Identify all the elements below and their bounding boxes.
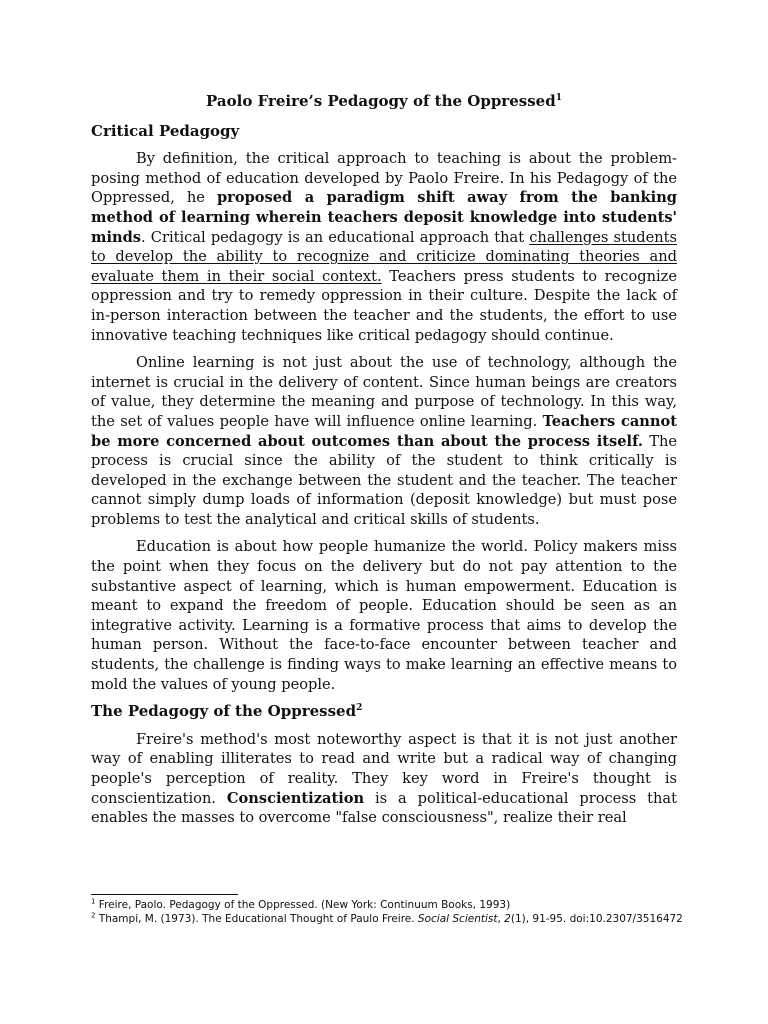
footnote-ref-2[interactable]: 2 <box>356 703 363 714</box>
document-title <box>91 92 677 112</box>
footnote-number: 2 <box>91 911 96 920</box>
underlined-emphasis: challenges students to develop the ability to recognize and criticize dominating theories and evaluate them in their social context. <box>91 228 677 285</box>
footnote-volume: 2 <box>504 913 511 925</box>
paragraph-4 <box>91 730 677 828</box>
footnote-text: Thampi, M. (1973). The Educational Thought of Paulo Freire. <box>95 913 418 925</box>
footnote-divider <box>91 894 238 895</box>
section-heading-critical-pedagogy: Critical Pedagogy <box>91 121 240 140</box>
title-text: Paolo Freire’s Pedagogy of the Oppressed <box>206 92 556 110</box>
bold-emphasis: Conscientization <box>226 789 365 807</box>
footnote-separator: , <box>497 913 505 925</box>
paragraph-text: Freire's method's most noteworthy aspect is that it is not just another way of enabling illiterates to read and write but a radical way of changing people's perception of reality. They key word in Freire's thought is conscientization. <box>91 730 677 807</box>
footnote-ref-1[interactable]: 1 <box>555 93 562 103</box>
document-page <box>91 88 677 836</box>
paragraph-1 <box>91 149 677 345</box>
paragraph-text: By definition, the critical approach to teaching is about the problem-posing method of education developed by Paolo Freire. In his Pedagogy of the Oppressed, he <box>91 150 677 207</box>
paragraph-text: is a political-educational process that enables the masses to overcome "false consciousness", realize their real <box>91 789 677 827</box>
paragraph-3: Education is about how people humanize the world. Policy makers miss the point when they focus on the delivery but do not pay attention to the substantive aspect of learning, which is human empowerment. Education is meant to expand the freedom of people. Education should be seen as an integrative activity. Learning is a formative process that aims to develop the human person. Without the face-to-face encounter between teacher and students, the challenge is finding ways to make learning an effective means to mold the values of young people. <box>91 538 677 693</box>
bold-emphasis: Teachers cannot be more concerned about outcomes than about the process itself. <box>91 412 677 450</box>
paragraph-text: The process is crucial since the ability of the student to think critically is developed in the exchange between the student and the teacher. The teacher cannot simply dump loads of information (deposit knowledge) but must pose problems to test the analytical and critical skills of students. <box>91 432 677 528</box>
footnote-number: 1 <box>91 897 96 906</box>
footnote-2 <box>91 911 683 926</box>
footnote-1 <box>91 898 677 912</box>
footnote-journal: Social Scientist <box>417 913 498 925</box>
bold-emphasis: proposed a paradigm shift away from the banking method of learning wherein teachers deposit knowledge into students' minds <box>91 189 678 246</box>
footnotes <box>91 894 683 926</box>
paragraph-text: Teachers press students to recognize oppression and try to remedy oppression in their culture. Despite the lack of in-person interaction between the teacher and the students, the effort to use innovative teaching techniques like critical pedagogy should continue. <box>91 267 677 344</box>
paragraph-text: Online learning is not just about the use of technology, although the internet is crucial in the delivery of content. Since human beings are creators of value, they determine the meaning and purpose of technology. In this way, the set of values people have will influence online learning. <box>91 354 677 430</box>
footnote-text: Freire, Paolo. Pedagogy of the Oppressed. (New York: Continuum Books, 1993) <box>95 899 511 911</box>
heading-text: The Pedagogy of the Oppressed <box>91 702 357 721</box>
paragraph-text: . Critical pedagogy is an educational approach that <box>141 228 530 246</box>
footnote-text: (1), 91-95. doi:10.2307/3516472 <box>510 913 683 925</box>
section-heading-pedagogy-of-oppressed <box>91 702 677 722</box>
paragraph-2 <box>91 353 677 529</box>
